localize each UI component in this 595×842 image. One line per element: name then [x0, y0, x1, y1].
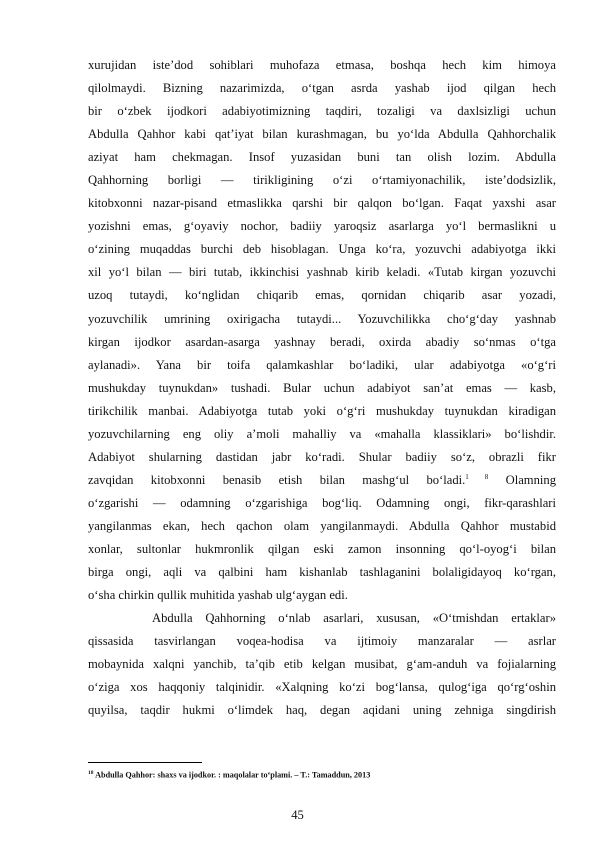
text-line: yangilanmas ekan, hech qachon olam yangilanmaydi. Abdulla Qahhor mustabid	[88, 518, 556, 533]
text-line: yozuvchilik umrining oxirigacha tutaydi... Yozuvchilikka cho‘g‘day yashnab	[88, 311, 556, 326]
text-line: bir o‘zbek ijodkori adabiyotimizning taqdiri, tozaligi va daxlsizligi uchun	[88, 104, 556, 119]
text-line: xil yo‘l bilan — biri tutab, ikkinchisi yashnab kirib keladi. «Tutab kirgan yozuvchi	[88, 265, 556, 280]
footnote-separator	[88, 762, 202, 763]
text-segment: Olamning	[505, 472, 556, 487]
text-line: qilolmaydi. Bizning nazarimizda, o‘tgan asrda yashab ijod qilgan hech	[88, 81, 556, 96]
main-text	[88, 54, 556, 722]
text-line: aziyat ham chekmagan. Insof yuzasidan buni tan olish lozim. Abdulla	[88, 150, 556, 165]
text-line: kirgan ijodkor asardan-asarga yashnay beradi, oxirda abadiy so‘nmas o‘tga	[88, 334, 556, 349]
text-line: xonlar, sultonlar hukmronlik qilgan eski zamon insonning qo‘l-oyog‘i bilan	[88, 541, 556, 556]
footnote-reference[interactable]: 1 8	[465, 472, 489, 481]
text-line: yozuvchilarning eng oliy a’moli mahalliy va «mahalla klassiklari» bo‘lishdir.	[88, 426, 556, 441]
text-line: Adabiyot shularning dastidan jabr ko‘radi. Shular badiiy so‘z, obrazli fikr	[88, 449, 556, 464]
text-line-with-footnote-ref	[88, 469, 556, 492]
text-line: qissasida tasvirlangan voqea-hodisa va ijtimoiy manzaralar — asrlar	[88, 634, 556, 649]
footnote-text: Abdulla Qahhor: shaxs va ijodkor. : maqolalar to‘plami. – T.: Tamaddun, 2013	[95, 770, 371, 780]
footnote	[88, 767, 370, 782]
text-line: birga ongi, aqli va qalbini ham kishanlab tashlaganini bolaligidayoq ko‘rgan,	[88, 565, 556, 580]
text-line: quyilsa, taqdir hukmi o‘limdek haq, degan aqidani uning zehniga singdirish	[88, 703, 556, 718]
text-line: o‘zgarishi — odamning o‘zgarishiga bog‘liq. Odamning ongi, fikr-qarashlari	[88, 495, 556, 510]
paragraph-start-line: Abdulla Qahhorning o‘nlab asarlari, xususan, «O‘tmishdan ertaklar»	[152, 611, 556, 626]
text-line: o‘ziga xos haqqoniy talqinidir. «Xalqning ko‘zi bog‘lansa, qulog‘iga qo‘rg‘oshin	[88, 680, 556, 695]
text-line: xurujidan iste’dod sohiblari muhofaza etmasa, boshqa hech kim himoya	[88, 58, 556, 72]
footnote-marker: 18	[88, 770, 94, 776]
text-line: o‘sha chirkin qullik muhitida yashab ulg‘aygan edi.	[88, 588, 348, 603]
text-line: mobaynida xalqni yanchib, ta’qib etib kelgan musibat, g‘am-anduh va fojialarning	[88, 657, 556, 672]
text-line: o‘zining muqaddas burchi deb hisoblagan. Unga ko‘ra, yozuvchi adabiyotga ikki	[88, 242, 556, 257]
text-line: kitobxonni nazar-pisand etmaslikka qarshi bir qalqon bo‘lgan. Faqat yaxshi asar	[88, 196, 556, 211]
text-line: Abdulla Qahhor kabi qat’iyat bilan kurashmagan, bu yo‘lda Abdulla Qahhorchalik	[88, 127, 556, 142]
text-segment: zavqidan kitobxonni benasib etish bilan mashg‘ul bo‘ladi.	[88, 472, 466, 487]
text-line: uzoq tutaydi, ko‘nglidan chiqarib emas, qornidan chiqarib asar yozadi,	[88, 288, 556, 303]
text-line: tirikchilik manbai. Adabiyotga tutab yoki o‘g‘ri mushukday tuynukdan kiradigan	[88, 403, 556, 418]
text-line: yozishni emas, g‘oyaviy nochor, badiiy yaroqsiz asarlarga yo‘l bermaslikni u	[88, 219, 556, 234]
text-line: mushukday tuynukdan» tushadi. Bular uchun adabiyot san’at emas — kasb,	[88, 380, 556, 395]
page-number: 45	[291, 808, 304, 822]
text-line: Qahhorning borligi — tirikligining o‘zi o‘rtamiyonachilik, iste’dodsizlik,	[88, 173, 556, 188]
text-line: aylanadi». Yana bir toifa qalamkashlar bo‘ladiki, ular adabiyotga «o‘g‘ri	[88, 357, 556, 372]
